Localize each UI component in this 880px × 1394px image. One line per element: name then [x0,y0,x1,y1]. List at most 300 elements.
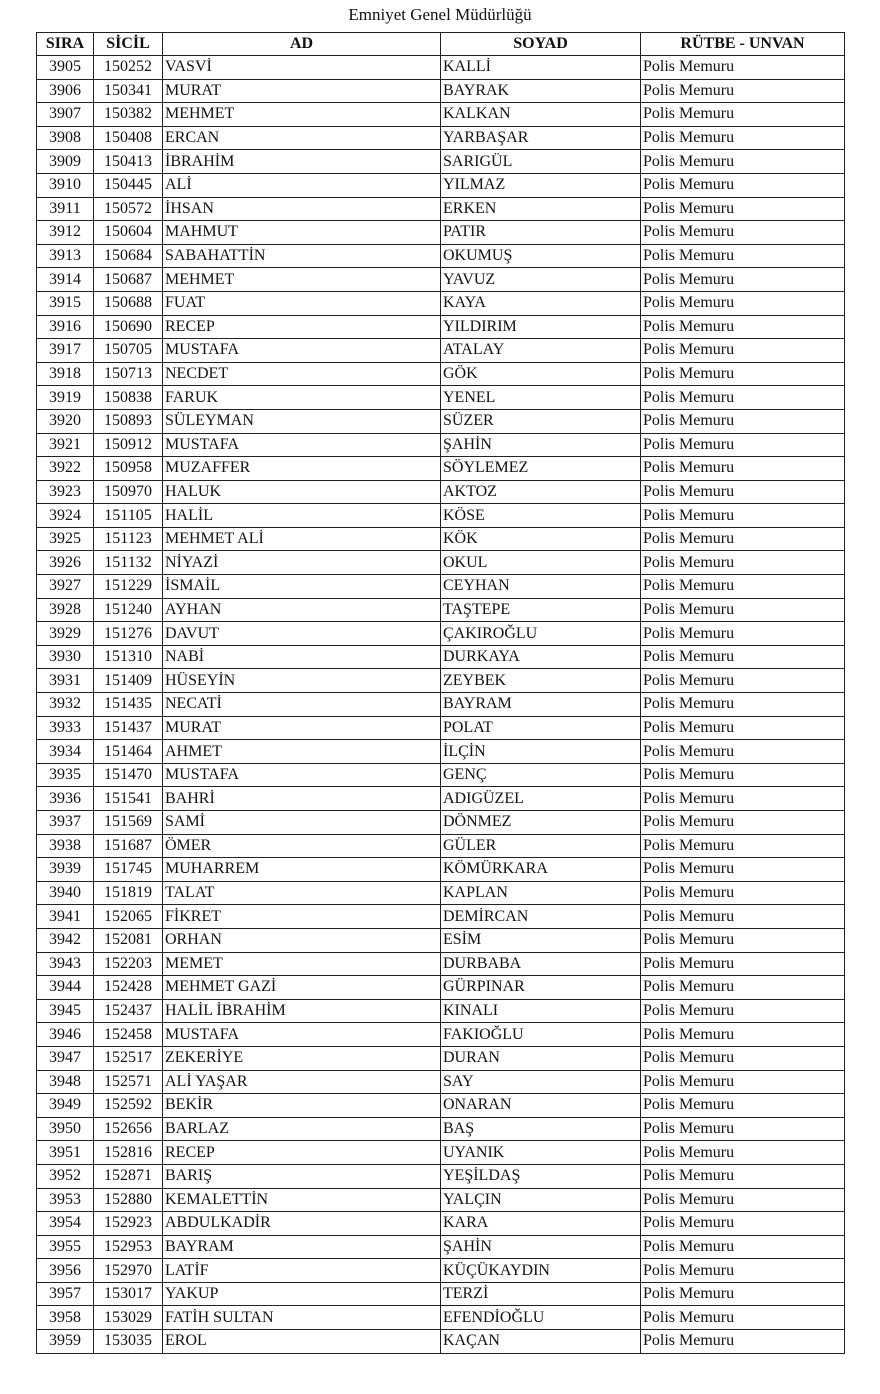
sicil-cell: 153035 [94,1330,163,1354]
sira-cell: 3935 [37,763,94,787]
sicil-cell: 152517 [94,1046,163,1070]
ad-cell: HALİL İBRAHİM [163,999,441,1023]
soyad-cell: KÖK [441,527,641,551]
sicil-cell: 151541 [94,787,163,811]
table-row [37,1259,845,1283]
table-row [37,1117,845,1141]
rutbe-unvan-cell: Polis Memuru [641,1259,845,1283]
ad-cell: ORHAN [163,928,441,952]
rutbe-unvan-cell: Polis Memuru [641,56,845,80]
table-row [37,244,845,268]
soyad-cell: KÖSE [441,504,641,528]
sicil-cell: 151240 [94,598,163,622]
table-row [37,79,845,103]
soyad-cell: PATIR [441,221,641,245]
column-header-rutbe-unvan: RÜTBE - UNVAN [641,33,845,56]
ad-cell: ALİ [163,173,441,197]
sicil-cell: 152437 [94,999,163,1023]
rutbe-unvan-cell: Polis Memuru [641,693,845,717]
sira-cell: 3912 [37,221,94,245]
soyad-cell: ŞAHİN [441,1235,641,1259]
ad-cell: BAYRAM [163,1235,441,1259]
sicil-cell: 152571 [94,1070,163,1094]
rutbe-unvan-cell: Polis Memuru [641,150,845,174]
soyad-cell: KALLİ [441,56,641,80]
table-row [37,103,845,127]
ad-cell: MUSTAFA [163,339,441,363]
ad-cell: MUSTAFA [163,1023,441,1047]
soyad-cell: KÜÇÜKAYDIN [441,1259,641,1283]
sira-cell: 3957 [37,1282,94,1306]
soyad-cell: BAYRAK [441,79,641,103]
sira-cell: 3939 [37,858,94,882]
ad-cell: MAHMUT [163,221,441,245]
rutbe-unvan-cell: Polis Memuru [641,1188,845,1212]
rutbe-unvan-cell: Polis Memuru [641,480,845,504]
sira-cell: 3909 [37,150,94,174]
table-row [37,362,845,386]
table-row [37,1164,845,1188]
rutbe-unvan-cell: Polis Memuru [641,197,845,221]
rutbe-unvan-cell: Polis Memuru [641,1117,845,1141]
ad-cell: AHMET [163,740,441,764]
rutbe-unvan-cell: Polis Memuru [641,504,845,528]
rutbe-unvan-cell: Polis Memuru [641,1094,845,1118]
sicil-cell: 151435 [94,693,163,717]
sicil-cell: 152081 [94,928,163,952]
ad-cell: BAHRİ [163,787,441,811]
rutbe-unvan-cell: Polis Memuru [641,1164,845,1188]
soyad-cell: ONARAN [441,1094,641,1118]
rutbe-unvan-cell: Polis Memuru [641,1306,845,1330]
rutbe-unvan-cell: Polis Memuru [641,291,845,315]
ad-cell: RECEP [163,315,441,339]
sicil-cell: 151437 [94,716,163,740]
soyad-cell: YALÇIN [441,1188,641,1212]
sicil-cell: 152592 [94,1094,163,1118]
sicil-cell: 153017 [94,1282,163,1306]
sira-cell: 3913 [37,244,94,268]
rutbe-unvan-cell: Polis Memuru [641,527,845,551]
soyad-cell: YAVUZ [441,268,641,292]
soyad-cell: AKTOZ [441,480,641,504]
ad-cell: BEKİR [163,1094,441,1118]
sicil-cell: 151819 [94,881,163,905]
table-row [37,1094,845,1118]
table-row [37,575,845,599]
rutbe-unvan-cell: Polis Memuru [641,386,845,410]
sira-cell: 3958 [37,1306,94,1330]
sicil-cell: 151123 [94,527,163,551]
ad-cell: VASVİ [163,56,441,80]
soyad-cell: GÜRPINAR [441,976,641,1000]
table-row [37,433,845,457]
sicil-cell: 152656 [94,1117,163,1141]
table-row [37,858,845,882]
soyad-cell: ESİM [441,928,641,952]
table-row [37,716,845,740]
ad-cell: SAMİ [163,811,441,835]
rutbe-unvan-cell: Polis Memuru [641,622,845,646]
sicil-cell: 150413 [94,150,163,174]
ad-cell: NABİ [163,645,441,669]
sira-cell: 3919 [37,386,94,410]
soyad-cell: BAŞ [441,1117,641,1141]
ad-cell: FARUK [163,386,441,410]
sicil-cell: 151687 [94,834,163,858]
soyad-cell: FAKIOĞLU [441,1023,641,1047]
sicil-cell: 150690 [94,315,163,339]
ad-cell: MEHMET [163,103,441,127]
soyad-cell: KÖMÜRKARA [441,858,641,882]
sira-cell: 3930 [37,645,94,669]
ad-cell: FİKRET [163,905,441,929]
ad-cell: KEMALETTİN [163,1188,441,1212]
rutbe-unvan-cell: Polis Memuru [641,858,845,882]
table-row [37,150,845,174]
rutbe-unvan-cell: Polis Memuru [641,999,845,1023]
soyad-cell: CEYHAN [441,575,641,599]
page-title: Emniyet Genel Müdürlüğü [348,5,532,24]
sira-cell: 3911 [37,197,94,221]
sicil-cell: 150713 [94,362,163,386]
soyad-cell: SAY [441,1070,641,1094]
table-row [37,669,845,693]
soyad-cell: TAŞTEPE [441,598,641,622]
column-header-sira: SIRA [37,33,94,56]
soyad-cell: SÖYLEMEZ [441,457,641,481]
table-row [37,881,845,905]
sicil-cell: 150572 [94,197,163,221]
ad-cell: İSMAİL [163,575,441,599]
ad-cell: MUZAFFER [163,457,441,481]
personnel-table [36,32,845,1354]
ad-cell: MUSTAFA [163,763,441,787]
sira-cell: 3926 [37,551,94,575]
table-row [37,787,845,811]
ad-cell: NECDET [163,362,441,386]
sira-cell: 3921 [37,433,94,457]
ad-cell: ABDULKADİR [163,1212,441,1236]
sira-cell: 3906 [37,79,94,103]
rutbe-unvan-cell: Polis Memuru [641,763,845,787]
soyad-cell: SÜZER [441,409,641,433]
table-row [37,56,845,80]
rutbe-unvan-cell: Polis Memuru [641,740,845,764]
table-row [37,527,845,551]
rutbe-unvan-cell: Polis Memuru [641,315,845,339]
ad-cell: AYHAN [163,598,441,622]
ad-cell: LATİF [163,1259,441,1283]
soyad-cell: ERKEN [441,197,641,221]
table-row [37,551,845,575]
sira-cell: 3915 [37,291,94,315]
sicil-cell: 151745 [94,858,163,882]
ad-cell: ALİ YAŞAR [163,1070,441,1094]
sira-cell: 3907 [37,103,94,127]
soyad-cell: DÖNMEZ [441,811,641,835]
sira-cell: 3956 [37,1259,94,1283]
ad-cell: İBRAHİM [163,150,441,174]
sira-cell: 3924 [37,504,94,528]
table-row [37,1023,845,1047]
rutbe-unvan-cell: Polis Memuru [641,126,845,150]
sira-cell: 3944 [37,976,94,1000]
sicil-cell: 152953 [94,1235,163,1259]
sicil-cell: 150445 [94,173,163,197]
rutbe-unvan-cell: Polis Memuru [641,362,845,386]
rutbe-unvan-cell: Polis Memuru [641,598,845,622]
sira-cell: 3932 [37,693,94,717]
ad-cell: SÜLEYMAN [163,409,441,433]
soyad-cell: YILDIRIM [441,315,641,339]
sicil-cell: 151569 [94,811,163,835]
soyad-cell: İLÇİN [441,740,641,764]
column-header-ad: AD [163,33,441,56]
soyad-cell: ADIGÜZEL [441,787,641,811]
sicil-cell: 151470 [94,763,163,787]
table-row [37,1141,845,1165]
sira-cell: 3954 [37,1212,94,1236]
sira-cell: 3936 [37,787,94,811]
table-header-row [37,33,845,56]
soyad-cell: YEŞİLDAŞ [441,1164,641,1188]
sicil-cell: 150893 [94,409,163,433]
ad-cell: YAKUP [163,1282,441,1306]
table-row [37,1282,845,1306]
column-header-sicil: SİCİL [94,33,163,56]
sira-cell: 3941 [37,905,94,929]
sicil-cell: 151132 [94,551,163,575]
sicil-cell: 150604 [94,221,163,245]
soyad-cell: EFENDİOĞLU [441,1306,641,1330]
sira-cell: 3914 [37,268,94,292]
rutbe-unvan-cell: Polis Memuru [641,881,845,905]
sira-cell: 3925 [37,527,94,551]
sicil-cell: 150838 [94,386,163,410]
ad-cell: MEHMET [163,268,441,292]
soyad-cell: TERZİ [441,1282,641,1306]
sicil-cell: 150684 [94,244,163,268]
rutbe-unvan-cell: Polis Memuru [641,433,845,457]
rutbe-unvan-cell: Polis Memuru [641,1141,845,1165]
sira-cell: 3959 [37,1330,94,1354]
ad-cell: NİYAZİ [163,551,441,575]
soyad-cell: UYANIK [441,1141,641,1165]
rutbe-unvan-cell: Polis Memuru [641,173,845,197]
table-body [37,56,845,1354]
sira-cell: 3950 [37,1117,94,1141]
soyad-cell: ATALAY [441,339,641,363]
table-row [37,315,845,339]
rutbe-unvan-cell: Polis Memuru [641,339,845,363]
table-row [37,1046,845,1070]
sira-cell: 3905 [37,56,94,80]
ad-cell: BARLAZ [163,1117,441,1141]
sicil-cell: 150408 [94,126,163,150]
soyad-cell: KARA [441,1212,641,1236]
ad-cell: DAVUT [163,622,441,646]
rutbe-unvan-cell: Polis Memuru [641,575,845,599]
sira-cell: 3947 [37,1046,94,1070]
ad-cell: BARIŞ [163,1164,441,1188]
ad-cell: TALAT [163,881,441,905]
ad-cell: HALİL [163,504,441,528]
sira-cell: 3938 [37,834,94,858]
ad-cell: ÖMER [163,834,441,858]
soyad-cell: DURAN [441,1046,641,1070]
rutbe-unvan-cell: Polis Memuru [641,1235,845,1259]
rutbe-unvan-cell: Polis Memuru [641,1046,845,1070]
table-row [37,1235,845,1259]
sira-cell: 3922 [37,457,94,481]
table-row [37,1330,845,1354]
table-row [37,480,845,504]
soyad-cell: YARBAŞAR [441,126,641,150]
table-row [37,221,845,245]
ad-cell: NECATİ [163,693,441,717]
soyad-cell: GÜLER [441,834,641,858]
rutbe-unvan-cell: Polis Memuru [641,221,845,245]
rutbe-unvan-cell: Polis Memuru [641,669,845,693]
sira-cell: 3948 [37,1070,94,1094]
sira-cell: 3928 [37,598,94,622]
sira-cell: 3937 [37,811,94,835]
sicil-cell: 152428 [94,976,163,1000]
sicil-cell: 151464 [94,740,163,764]
sicil-cell: 150252 [94,56,163,80]
sira-cell: 3952 [37,1164,94,1188]
sicil-cell: 150688 [94,291,163,315]
sicil-cell: 152923 [94,1212,163,1236]
sicil-cell: 151276 [94,622,163,646]
soyad-cell: ŞAHİN [441,433,641,457]
ad-cell: MURAT [163,79,441,103]
table-row [37,1306,845,1330]
sicil-cell: 150970 [94,480,163,504]
sira-cell: 3933 [37,716,94,740]
ad-cell: HÜSEYİN [163,669,441,693]
rutbe-unvan-cell: Polis Memuru [641,268,845,292]
soyad-cell: KAPLAN [441,881,641,905]
rutbe-unvan-cell: Polis Memuru [641,409,845,433]
sicil-cell: 152871 [94,1164,163,1188]
rutbe-unvan-cell: Polis Memuru [641,952,845,976]
ad-cell: MUHARREM [163,858,441,882]
table-row [37,928,845,952]
table-row [37,197,845,221]
soyad-cell: OKUMUŞ [441,244,641,268]
sira-cell: 3940 [37,881,94,905]
sira-cell: 3918 [37,362,94,386]
sira-cell: 3929 [37,622,94,646]
sira-cell: 3931 [37,669,94,693]
rutbe-unvan-cell: Polis Memuru [641,1282,845,1306]
table-row [37,386,845,410]
rutbe-unvan-cell: Polis Memuru [641,834,845,858]
ad-cell: RECEP [163,1141,441,1165]
sira-cell: 3934 [37,740,94,764]
table-row [37,291,845,315]
table-row [37,1212,845,1236]
rutbe-unvan-cell: Polis Memuru [641,457,845,481]
rutbe-unvan-cell: Polis Memuru [641,716,845,740]
table-row [37,409,845,433]
sicil-cell: 150958 [94,457,163,481]
soyad-cell: GENÇ [441,763,641,787]
soyad-cell: DURKAYA [441,645,641,669]
table-row [37,976,845,1000]
table-row [37,763,845,787]
table-row [37,905,845,929]
rutbe-unvan-cell: Polis Memuru [641,976,845,1000]
ad-cell: MEMET [163,952,441,976]
sira-cell: 3946 [37,1023,94,1047]
sicil-cell: 152970 [94,1259,163,1283]
sira-cell: 3943 [37,952,94,976]
sicil-cell: 152065 [94,905,163,929]
rutbe-unvan-cell: Polis Memuru [641,811,845,835]
sira-cell: 3949 [37,1094,94,1118]
ad-cell: ERCAN [163,126,441,150]
soyad-cell: BAYRAM [441,693,641,717]
soyad-cell: ÇAKIROĞLU [441,622,641,646]
sicil-cell: 152458 [94,1023,163,1047]
ad-cell: ZEKERİYE [163,1046,441,1070]
sicil-cell: 150912 [94,433,163,457]
ad-cell: MUSTAFA [163,433,441,457]
rutbe-unvan-cell: Polis Memuru [641,103,845,127]
table-row [37,126,845,150]
sira-cell: 3923 [37,480,94,504]
ad-cell: MEHMET ALİ [163,527,441,551]
soyad-cell: KALKAN [441,103,641,127]
table-row [37,811,845,835]
rutbe-unvan-cell: Polis Memuru [641,1330,845,1354]
sira-cell: 3920 [37,409,94,433]
soyad-cell: YENEL [441,386,641,410]
rutbe-unvan-cell: Polis Memuru [641,928,845,952]
sicil-cell: 150341 [94,79,163,103]
sira-cell: 3951 [37,1141,94,1165]
soyad-cell: GÖK [441,362,641,386]
sicil-cell: 151409 [94,669,163,693]
rutbe-unvan-cell: Polis Memuru [641,787,845,811]
sicil-cell: 152880 [94,1188,163,1212]
rutbe-unvan-cell: Polis Memuru [641,905,845,929]
sicil-cell: 150382 [94,103,163,127]
table-row [37,645,845,669]
rutbe-unvan-cell: Polis Memuru [641,1023,845,1047]
soyad-cell: KAÇAN [441,1330,641,1354]
soyad-cell: DEMİRCAN [441,905,641,929]
column-header-soyad: SOYAD [441,33,641,56]
sicil-cell: 151105 [94,504,163,528]
ad-cell: MURAT [163,716,441,740]
soyad-cell: KINALI [441,999,641,1023]
table-row [37,1188,845,1212]
sira-cell: 3908 [37,126,94,150]
soyad-cell: ZEYBEK [441,669,641,693]
soyad-cell: SARIGÜL [441,150,641,174]
sira-cell: 3955 [37,1235,94,1259]
sira-cell: 3916 [37,315,94,339]
sicil-cell: 151229 [94,575,163,599]
sira-cell: 3917 [37,339,94,363]
sira-cell: 3910 [37,173,94,197]
sira-cell: 3953 [37,1188,94,1212]
ad-cell: İHSAN [163,197,441,221]
